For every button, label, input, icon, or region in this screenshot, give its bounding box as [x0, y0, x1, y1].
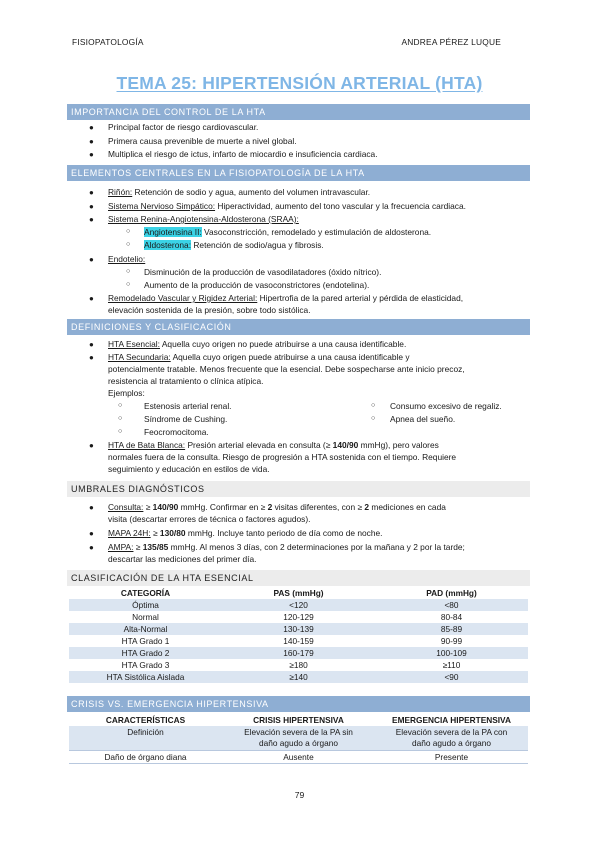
section-heading-definiciones: DEFINICIONES Y CLASIFICACIÓN: [67, 319, 530, 335]
table-cell: 80-84: [440, 612, 463, 622]
bullet-icon: ●: [89, 150, 94, 159]
column-header: PAD (mmHg): [375, 587, 528, 599]
sub-bullet-icon: ○: [126, 268, 131, 275]
table-cell: Presente: [375, 751, 528, 764]
table-cell: <80: [375, 599, 528, 611]
bullet-icon: ●: [89, 202, 94, 211]
table-cell: Elevación severa de la PA con daño agudo a órgano: [375, 726, 528, 751]
section-heading-fisiopatologia: ELEMENTOS CENTRALES EN LA FISIOPATOLOGÍA DE LA HTA: [67, 165, 530, 181]
example-item: Consumo excesivo de regaliz.: [390, 401, 502, 411]
list-item-sraa: Sistema Renina-Angiotensina-Aldosterona (SRAA):: [108, 214, 299, 224]
page-title: TEMA 25: HIPERTENSIÓN ARTERIAL (HTA): [116, 73, 483, 93]
list-item-continuation: resistencia al tratamiento o clínica atípica.: [108, 376, 264, 386]
list-item-mapa: MAPA 24H: ≥ 130/80 mmHg. Incluye tanto periodo de día como de noche.: [108, 528, 383, 538]
table-cell: Daño de órgano diana: [69, 751, 222, 764]
example-item: Síndrome de Cushing.: [144, 414, 228, 424]
sub-item-angiotensina: Angiotensina II: Vasoconstricción, remodelado y estimulación de aldosterona.: [144, 227, 432, 237]
table-cell: 160-179: [222, 647, 375, 659]
bullet-icon: ●: [89, 353, 94, 362]
sub-bullet-icon: ○: [126, 281, 131, 288]
example-item: Apnea del sueño.: [390, 414, 456, 424]
sub-item: Disminución de la producción de vasodilatadores (óxido nítrico).: [144, 267, 382, 277]
column-header: CATEGORÍA: [69, 587, 222, 599]
table-cell: ≥140: [222, 671, 375, 683]
table-cell: ≥110: [442, 660, 461, 670]
table-cell: HTA Grado 2: [69, 647, 222, 659]
bullet-icon: ●: [89, 123, 94, 132]
table-row: [69, 623, 528, 635]
table-cell: ≥180: [289, 660, 308, 670]
example-item: Estenosis arterial renal.: [144, 401, 232, 411]
list-item: Multiplica el riesgo de ictus, infarto de miocardio e insuficiencia cardiaca.: [108, 149, 378, 159]
bullet-icon: ●: [89, 529, 94, 538]
bullet-icon: ●: [89, 255, 94, 264]
section-heading-importancia: IMPORTANCIA DEL CONTROL DE LA HTA: [67, 104, 530, 120]
table-row: [69, 751, 528, 764]
list-item-esencial: HTA Esencial: Aquella cuyo origen no puede atribuirse a una causa identificable.: [108, 339, 407, 349]
table-cell: 85-89: [375, 623, 528, 635]
table-cell: Elevación severa de la PA sin daño agudo a órgano: [222, 726, 375, 751]
table-row: [69, 599, 528, 611]
bullet-icon: ●: [89, 215, 94, 224]
list-item: Principal factor de riesgo cardiovascular.: [108, 122, 259, 132]
sub-item-aldosterona: Aldosterona: Retención de sodio/agua y fibrosis.: [144, 240, 324, 250]
sub-bullet-icon: ○: [126, 241, 131, 248]
section-heading-clasificacion: CLASIFICACIÓN DE LA HTA ESENCIAL: [67, 570, 530, 586]
bullet-icon: ●: [89, 543, 94, 552]
table-cell: 90-99: [440, 636, 463, 646]
list-item-secundaria: HTA Secundaria: Aquella cuyo origen puede atribuirse a una causa identificable y: [108, 352, 410, 362]
table-cell: HTA Grado 3: [121, 660, 170, 670]
list-item-continuation: visita (descartar errores de técnica o factores agudos).: [108, 514, 311, 524]
list-item-continuation: descartar las mediciones del primer día.: [108, 554, 257, 564]
table-cell: 120-129: [283, 612, 314, 622]
list-item-continuation: elevación sostenida de la presión, sobre todo sistólica.: [108, 305, 311, 315]
bullet-icon: ●: [89, 137, 94, 146]
table-row: [69, 726, 528, 751]
column-header: EMERGENCIA HIPERTENSIVA: [375, 714, 528, 726]
list-item: Primera causa prevenible de muerte a nivel global.: [108, 136, 297, 146]
list-item-rinon: Riñón: Retención de sodio y agua, aumento del volumen intravascular.: [108, 187, 371, 197]
table-cell: 100-109: [375, 647, 528, 659]
example-item: Feocromocitoma.: [144, 427, 209, 437]
list-item-continuation: normales fuera de la consulta. Riesgo de progresión a HTA sostenida con el tiempo. Requiere: [108, 452, 457, 462]
table-cell: Normal: [132, 612, 159, 622]
table-cell: Alta-Normal: [69, 623, 222, 635]
bullet-icon: ●: [89, 340, 94, 349]
table-header-row: [69, 714, 528, 726]
header-subject: FISIOPATOLOGÍA: [72, 37, 144, 47]
table-cell: 130-139: [222, 623, 375, 635]
table-row: [69, 671, 528, 683]
sub-bullet-icon: ○: [118, 415, 123, 422]
table-header-row: [69, 587, 528, 599]
list-item-consulta: Consulta: ≥ 140/90 mmHg. Confirmar en ≥ 2 visitas diferentes, con ≥ 2 mediciones en cada: [108, 502, 446, 512]
header-author: ANDREA PÉREZ LUQUE: [401, 37, 501, 47]
sub-item: Aumento de la producción de vasoconstrictores (endotelina).: [144, 280, 370, 290]
list-item-sns: Sistema Nervioso Simpático: Hiperactividad, aumento del tono vascular y la frecuencia cardiaca.: [108, 201, 466, 211]
table-row: [69, 647, 528, 659]
table-cell: HTA Grado 1: [121, 636, 170, 646]
column-header: CRISIS HIPERTENSIVA: [222, 714, 375, 726]
list-item-continuation: potencialmente tratable. Menos frecuente que la esencial. Debe sospecharse ante inicio precoz,: [108, 364, 465, 374]
section-heading-crisis: CRISIS VS. EMERGENCIA HIPERTENSIVA: [67, 696, 530, 712]
column-header: CARACTERÍSTICAS: [69, 714, 222, 726]
sub-bullet-icon: ○: [126, 228, 131, 235]
section-heading-umbrales: UMBRALES DIAGNÓSTICOS: [67, 481, 530, 497]
table-cell: <120: [222, 599, 375, 611]
bullet-icon: ●: [89, 294, 94, 303]
bullet-icon: ●: [89, 188, 94, 197]
table-cell: 140-159: [283, 636, 314, 646]
list-item-bata-blanca: HTA de Bata Blanca: Presión arterial elevada en consulta (≥ 140/90 mmHg), pero valores: [108, 440, 439, 450]
list-item-endotelio: Endotelio:: [108, 254, 146, 264]
classification-table: [69, 587, 528, 683]
table-row: [69, 611, 528, 623]
examples-label: Ejemplos:: [108, 388, 145, 398]
table-cell: Ausente: [222, 751, 375, 764]
sub-bullet-icon: ○: [118, 428, 123, 435]
column-header: PAS (mmHg): [222, 587, 375, 599]
page-number: 79: [294, 790, 305, 800]
list-item-remodelado: Remodelado Vascular y Rigidez Arterial: Hipertrofia de la pared arterial y pérdida de elasticidad,: [108, 293, 464, 303]
table-cell: Óptima: [69, 599, 222, 611]
table-row: [69, 635, 528, 647]
table-cell: <90: [375, 671, 528, 683]
bullet-icon: ●: [89, 441, 94, 450]
sub-bullet-icon: ○: [371, 402, 376, 409]
list-item-continuation: seguimiento y educación en estilos de vida.: [108, 464, 270, 474]
crisis-table: [69, 714, 528, 764]
table-cell: Definición: [69, 726, 222, 751]
table-row: [69, 659, 528, 671]
table-cell: HTA Sistólica Aislada: [69, 671, 222, 683]
bullet-icon: ●: [89, 503, 94, 512]
sub-bullet-icon: ○: [118, 402, 123, 409]
list-item-ampa: AMPA: ≥ 135/85 mmHg. Al menos 3 días, con 2 determinaciones por la mañana y 2 por la tarde;: [108, 542, 465, 552]
sub-bullet-icon: ○: [371, 415, 376, 422]
